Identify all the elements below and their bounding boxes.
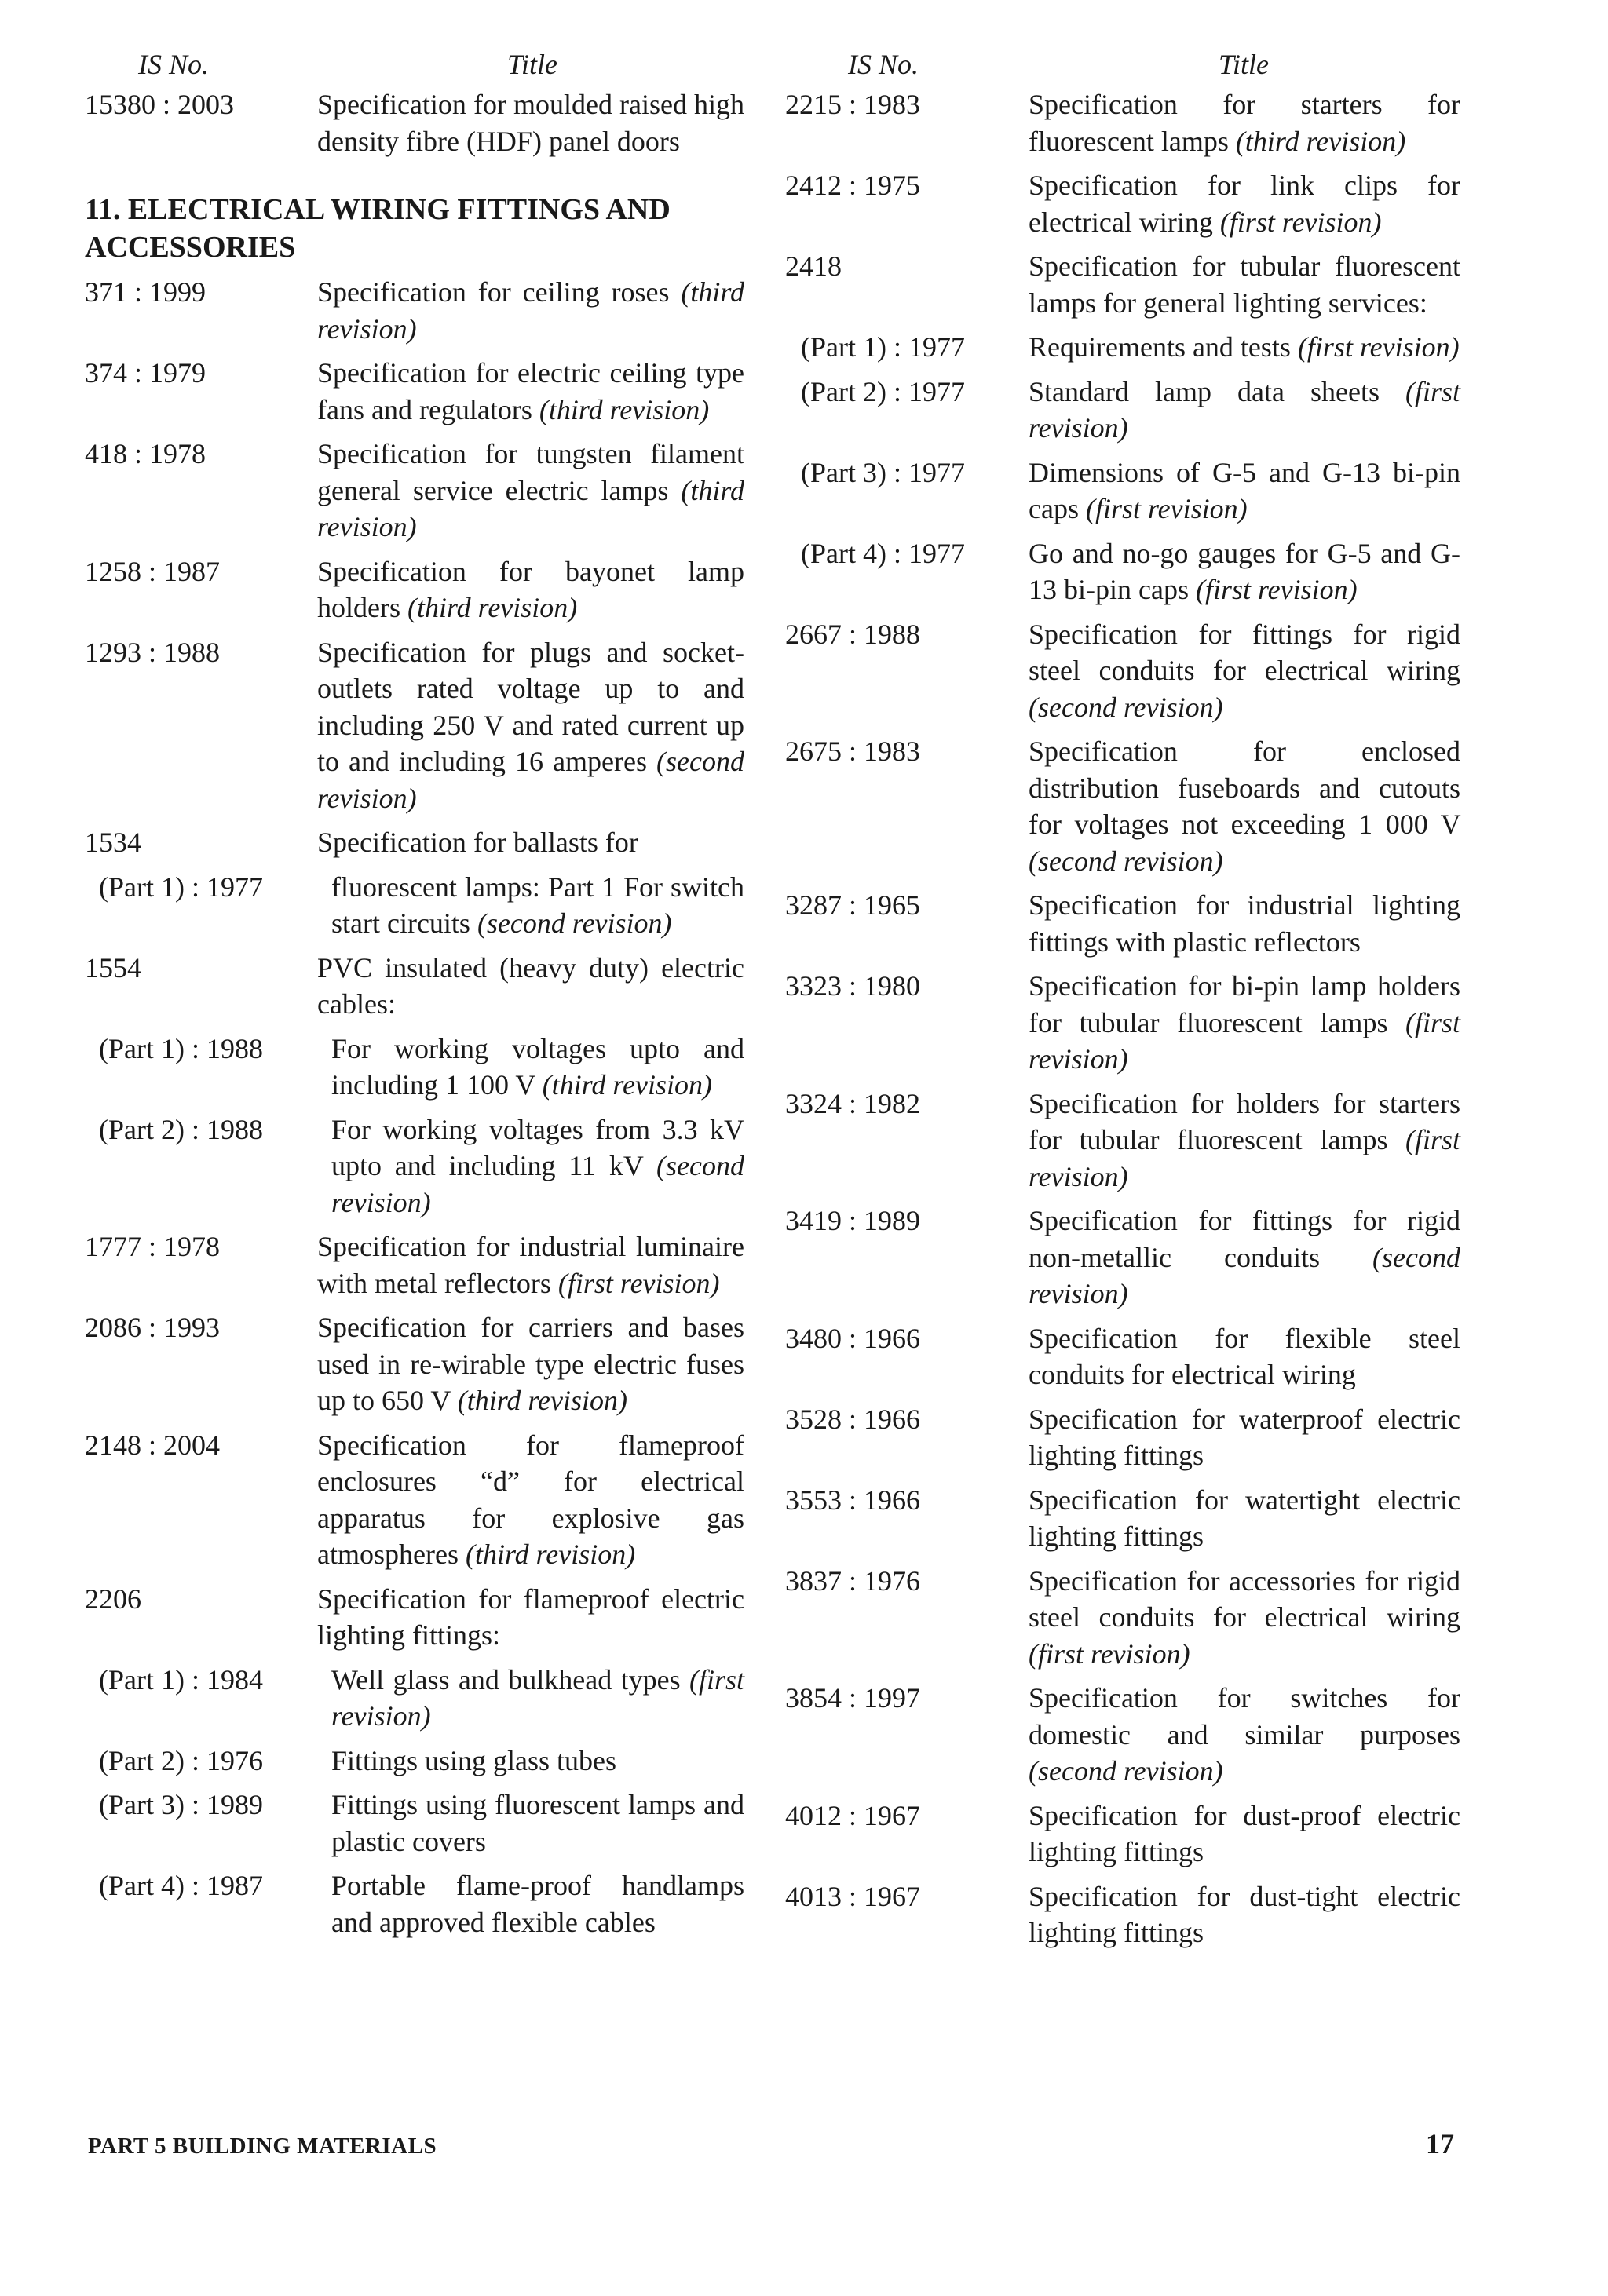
left-column bbox=[85, 47, 744, 1948]
standard-entry bbox=[85, 824, 744, 861]
revision-note: (second revision) bbox=[1029, 691, 1223, 723]
is-number: 3324 : 1982 bbox=[785, 1087, 921, 1119]
revision-note: (second revision) bbox=[1029, 1755, 1223, 1787]
standard-title bbox=[1029, 1798, 1460, 1871]
is-number: 2418 bbox=[785, 250, 842, 282]
standard-title bbox=[317, 634, 744, 817]
footer-part-label: PART 5 BUILDING MATERIALS bbox=[88, 2134, 437, 2159]
is-number: 2148 : 2004 bbox=[85, 1429, 221, 1461]
standard-entry bbox=[785, 1563, 1460, 1673]
is-number: 2412 : 1975 bbox=[785, 170, 921, 201]
title-text: Specification for tubular fluorescent lamps for general lighting services: bbox=[1029, 250, 1460, 319]
revision-note: (third revision) bbox=[539, 393, 710, 425]
standard-entry bbox=[85, 1662, 744, 1735]
is-number: 15380 : 2003 bbox=[85, 89, 235, 120]
is-number: (Part 4) : 1987 bbox=[99, 1870, 263, 1901]
standard-title bbox=[331, 1867, 744, 1940]
title-heading: Title bbox=[1218, 49, 1270, 80]
title-text: Specification for switches for domestic and similar purposes bbox=[1029, 1682, 1460, 1750]
standard-title bbox=[1029, 968, 1460, 1078]
title-text: Specification for flameproof enclosures “d” for electrical apparatus for explosive gas atmospheres bbox=[317, 1429, 744, 1570]
standard-title bbox=[1029, 887, 1460, 960]
standard-entry bbox=[85, 1427, 744, 1573]
standard-entry bbox=[785, 86, 1460, 159]
standard-title bbox=[317, 1427, 744, 1573]
is-number: 418 : 1978 bbox=[85, 438, 206, 469]
is-number: (Part 2) : 1976 bbox=[99, 1744, 263, 1776]
title-text: Specification for electric ceiling type fans and regulators bbox=[317, 357, 744, 425]
right-column-header bbox=[785, 47, 1460, 85]
standard-entry bbox=[785, 248, 1460, 321]
revision-note: (third revision) bbox=[317, 474, 744, 542]
standard-title bbox=[317, 553, 744, 626]
title-text: Portable flame-proof handlamps and approved flexible cables bbox=[331, 1870, 744, 1938]
left-column-header bbox=[85, 47, 744, 85]
is-number: (Part 1) : 1988 bbox=[99, 1032, 263, 1064]
is-number: (Part 1) : 1977 bbox=[99, 871, 263, 903]
is-number: (Part 3) : 1989 bbox=[99, 1789, 263, 1820]
title-text: Specification for waterproof electric lighting fittings bbox=[1029, 1403, 1460, 1471]
standard-entry bbox=[785, 1680, 1460, 1790]
standard-entry bbox=[785, 1798, 1460, 1871]
right-column bbox=[785, 47, 1460, 1959]
title-text: Specification for flameproof electric lighting fittings: bbox=[317, 1582, 744, 1651]
is-number: 2206 bbox=[85, 1582, 141, 1615]
standard-entry bbox=[85, 1031, 744, 1104]
standard-title bbox=[317, 274, 744, 347]
standard-entry bbox=[785, 887, 1460, 960]
standard-entry bbox=[785, 1320, 1460, 1393]
is-number: 1777 : 1978 bbox=[85, 1231, 221, 1262]
standard-entry bbox=[85, 86, 744, 159]
is-no-heading: IS No. bbox=[848, 49, 919, 80]
standard-entry bbox=[785, 374, 1460, 447]
standard-title bbox=[1029, 374, 1460, 447]
standard-entry bbox=[85, 1581, 744, 1654]
title-text: Specification for moulded raised high density fibre (HDF) panel doors bbox=[317, 89, 744, 157]
title-text: Specification for industrial luminaire with metal reflectors bbox=[317, 1231, 744, 1299]
standard-title bbox=[1029, 1482, 1460, 1555]
is-number: 1258 : 1987 bbox=[85, 555, 221, 587]
title-text: Specification for ballasts for bbox=[317, 827, 638, 858]
is-number: 3837 : 1976 bbox=[785, 1564, 921, 1597]
title-text: Fittings using glass tubes bbox=[331, 1744, 617, 1776]
revision-note: (third revision) bbox=[457, 1385, 628, 1416]
is-number: (Part 2) : 1977 bbox=[801, 375, 965, 407]
revision-note: (second revision) bbox=[477, 907, 672, 939]
standard-title bbox=[317, 86, 744, 159]
standard-title bbox=[1029, 248, 1460, 321]
standard-entry bbox=[85, 1111, 744, 1221]
standard-entry bbox=[85, 553, 744, 626]
title-text: fluorescent lamps: Part 1 For switch start circuits bbox=[331, 871, 744, 939]
is-number: 3553 : 1966 bbox=[785, 1484, 921, 1516]
standard-entry bbox=[785, 454, 1460, 527]
standard-title bbox=[1029, 86, 1460, 159]
is-number: 1554 bbox=[85, 951, 141, 984]
revision-note: (first revision) bbox=[1085, 493, 1248, 524]
standard-title bbox=[1029, 733, 1460, 879]
title-text: Fittings using fluorescent lamps and plastic covers bbox=[331, 1789, 744, 1857]
is-number: 2667 : 1988 bbox=[785, 618, 921, 650]
revision-note: (first revision) bbox=[1029, 1637, 1190, 1670]
title-text: Specification for dust-proof electric lighting fittings bbox=[1029, 1799, 1460, 1867]
title-text: Specification for dust-tight electric lighting fittings bbox=[1029, 1880, 1460, 1948]
is-number: (Part 1) : 1977 bbox=[801, 331, 965, 363]
standard-title bbox=[1029, 1320, 1460, 1393]
page-number: 17 bbox=[1426, 2128, 1454, 2159]
title-heading: Title bbox=[506, 49, 558, 80]
is-number: (Part 1) : 1984 bbox=[99, 1663, 263, 1696]
left-entries bbox=[85, 274, 744, 1948]
standard-title bbox=[331, 1787, 744, 1860]
standard-entry bbox=[785, 733, 1460, 879]
standard-entry bbox=[85, 1867, 744, 1940]
standard-entry bbox=[785, 167, 1460, 240]
revision-note: (first revision) bbox=[1029, 1124, 1460, 1192]
revision-note: (third revision) bbox=[465, 1539, 636, 1570]
standard-title bbox=[317, 950, 744, 1023]
is-number: 1293 : 1988 bbox=[85, 636, 221, 668]
title-text: Specification for carriers and bases used in re-wirable type electric fuses up to 650 V bbox=[317, 1312, 744, 1416]
revision-note: (third revision) bbox=[407, 592, 578, 623]
standard-title bbox=[317, 1309, 744, 1419]
standard-entry bbox=[85, 634, 744, 817]
revision-note: (second revision) bbox=[1029, 1241, 1460, 1309]
is-number: 3419 : 1989 bbox=[785, 1205, 921, 1236]
title-text: Well glass and bulkhead types bbox=[331, 1663, 681, 1696]
title-text: Specification for tungsten filament general service electric lamps bbox=[317, 438, 744, 506]
standard-title bbox=[331, 1743, 744, 1779]
standard-entry bbox=[785, 329, 1460, 366]
revision-note: (second revision) bbox=[1029, 845, 1223, 877]
is-number: (Part 4) : 1977 bbox=[801, 537, 965, 569]
title-text: Go and no-go gauges for G-5 and G-13 bi-pin caps bbox=[1029, 537, 1460, 605]
standard-entry bbox=[785, 968, 1460, 1078]
revision-note: (second revision) bbox=[317, 746, 745, 814]
standard-entry bbox=[85, 1228, 744, 1301]
standard-title bbox=[331, 1111, 744, 1221]
standard-title bbox=[331, 869, 744, 942]
standard-entry bbox=[85, 355, 744, 428]
is-number: 4013 : 1967 bbox=[785, 1880, 921, 1912]
standard-entry bbox=[785, 535, 1460, 608]
is-number: 4012 : 1967 bbox=[785, 1799, 921, 1831]
standard-entry bbox=[785, 1401, 1460, 1474]
title-text: Specification for bayonet lamp holders bbox=[317, 555, 744, 623]
standard-title bbox=[1029, 1563, 1460, 1673]
is-number: 371 : 1999 bbox=[85, 276, 206, 308]
is-number: (Part 2) : 1988 bbox=[99, 1113, 263, 1145]
standard-title bbox=[331, 1031, 744, 1104]
revision-note: (third revision) bbox=[1235, 125, 1406, 157]
revision-note: (first revision) bbox=[1195, 574, 1358, 605]
revision-note: (first revision) bbox=[1297, 331, 1460, 363]
standard-entry bbox=[85, 1787, 744, 1860]
standard-title bbox=[1029, 329, 1460, 366]
standard-title bbox=[1029, 1878, 1460, 1951]
standard-title bbox=[317, 824, 744, 861]
is-number: 1534 bbox=[85, 827, 141, 858]
revision-note: (third revision) bbox=[542, 1069, 712, 1101]
standard-entry bbox=[85, 869, 744, 942]
standard-entry bbox=[85, 1309, 744, 1419]
standard-entry bbox=[785, 1203, 1460, 1312]
standard-title bbox=[1029, 1086, 1460, 1195]
standard-title bbox=[317, 355, 744, 428]
standard-entry bbox=[785, 1086, 1460, 1195]
section-heading: 11. ELECTRICAL WIRING FITTINGS AND ACCESSORIES bbox=[85, 193, 671, 264]
standard-title bbox=[1029, 616, 1460, 726]
title-text: Requirements and tests bbox=[1029, 331, 1291, 363]
revision-note: (first revision) bbox=[1219, 206, 1382, 238]
standard-title bbox=[317, 1581, 744, 1654]
revision-note: (first revision) bbox=[1029, 1006, 1460, 1075]
standard-entry bbox=[85, 950, 744, 1023]
revision-note: (first revision) bbox=[557, 1267, 720, 1299]
standard-title bbox=[1029, 454, 1460, 527]
right-entries bbox=[785, 86, 1460, 1959]
standard-title bbox=[1029, 1680, 1460, 1790]
title-text: Specification for ceiling roses bbox=[317, 276, 670, 308]
title-text: Specification for starters for fluorescent lamps bbox=[1029, 89, 1460, 157]
standard-title bbox=[1029, 1401, 1460, 1474]
revision-note: (second revision) bbox=[331, 1150, 744, 1218]
revision-note: (first revision) bbox=[331, 1663, 745, 1732]
title-text: Specification for holders for starters for tubular fluorescent lamps bbox=[1029, 1087, 1460, 1155]
standard-entry bbox=[785, 1482, 1460, 1555]
title-text: For working voltages from 3.3 kV upto and including 11 kV bbox=[331, 1113, 744, 1181]
is-number: 3854 : 1997 bbox=[785, 1682, 921, 1714]
is-number: (Part 3) : 1977 bbox=[801, 456, 965, 488]
is-no-heading: IS No. bbox=[138, 49, 209, 80]
title-text: Specification for fittings for rigid steel conduits for electrical wiring bbox=[1029, 618, 1460, 686]
standard-title bbox=[317, 436, 744, 546]
is-number: 3323 : 1980 bbox=[785, 970, 921, 1002]
is-number: 3528 : 1966 bbox=[785, 1403, 921, 1435]
title-text: For working voltages upto and including 1 100 V bbox=[331, 1032, 744, 1101]
is-number: 2675 : 1983 bbox=[785, 736, 921, 767]
title-text: Specification for plugs and socket-outlets rated voltage up to and including 250 V and rated current up to and including 16 amperes bbox=[317, 636, 744, 777]
title-text: Standard lamp data sheets bbox=[1029, 375, 1380, 407]
standard-title bbox=[1029, 535, 1460, 608]
standard-entry bbox=[85, 436, 744, 546]
title-text: Specification for industrial lighting fittings with plastic reflectors bbox=[1029, 889, 1460, 958]
title-text: Specification for accessories for rigid steel conduits for electrical wiring bbox=[1029, 1564, 1460, 1633]
is-number: 2086 : 1993 bbox=[85, 1312, 221, 1343]
standard-title bbox=[331, 1662, 744, 1735]
is-number: 374 : 1979 bbox=[85, 357, 206, 389]
title-text: Specification for flexible steel conduits for electrical wiring bbox=[1029, 1322, 1460, 1390]
is-number: 3287 : 1965 bbox=[785, 889, 921, 921]
title-text: Specification for link clips for electrical wiring bbox=[1029, 170, 1460, 238]
revision-note: (first revision) bbox=[1029, 375, 1461, 444]
title-text: Specification for fittings for rigid non-metallic conduits bbox=[1029, 1205, 1460, 1273]
title-text: PVC insulated (heavy duty) electric cables: bbox=[317, 951, 744, 1020]
is-number: 3480 : 1966 bbox=[785, 1322, 921, 1354]
is-number: 2215 : 1983 bbox=[785, 89, 921, 120]
revision-note: (third revision) bbox=[317, 276, 745, 345]
standard-entry bbox=[785, 1878, 1460, 1951]
title-text: Dimensions of G-5 and G-13 bi-pin caps bbox=[1029, 456, 1460, 524]
title-text: Specification for enclosed distribution fuseboards and cutouts for voltages not exceeding 1 000 V bbox=[1029, 736, 1460, 840]
standard-title bbox=[1029, 167, 1460, 240]
title-text: Specification for bi-pin lamp holders for tubular fluorescent lamps bbox=[1029, 970, 1460, 1038]
standard-entry bbox=[85, 1743, 744, 1779]
standard-title bbox=[317, 1228, 744, 1301]
standard-entry bbox=[85, 274, 744, 347]
standard-title bbox=[1029, 1203, 1460, 1312]
standard-entry bbox=[785, 616, 1460, 726]
left-top-entries bbox=[85, 86, 744, 167]
title-text: Specification for watertight electric lighting fittings bbox=[1029, 1484, 1460, 1552]
